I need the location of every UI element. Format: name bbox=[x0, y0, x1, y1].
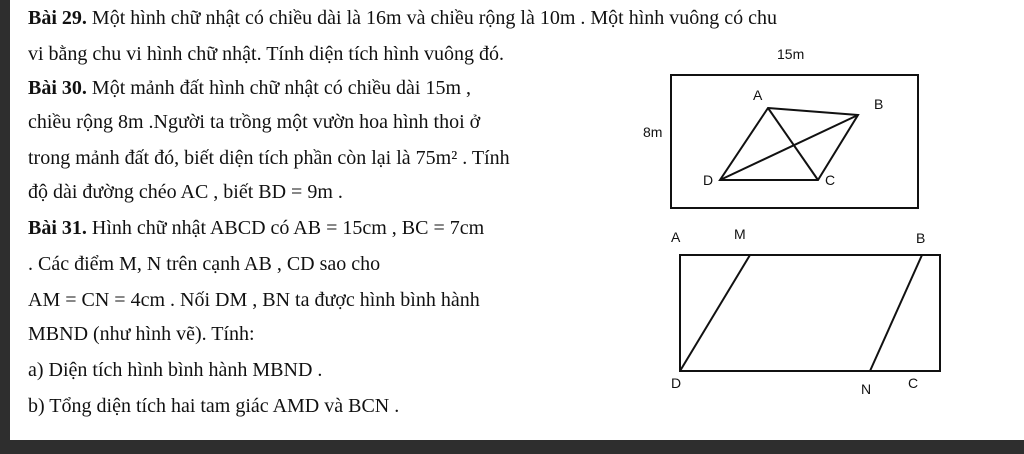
figure1-diagonal-ac bbox=[768, 108, 818, 180]
figure2-vertex-m: M bbox=[734, 226, 746, 242]
figure1-vertex-b: B bbox=[874, 96, 884, 112]
figure2-segment-bn bbox=[870, 255, 922, 371]
problem-30-text-1: Một mảnh đất hình chữ nhật có chiều dài 15m , bbox=[86, 77, 471, 99]
problem-31-text-1: Hình chữ nhật ABCD có AB = 15cm , BC = 7cm bbox=[86, 217, 485, 239]
figure2-vertex-a: A bbox=[671, 229, 681, 245]
problem-30-line-2: chiều rộng 8m .Người ta trồng một vườn hoa hình thoi ở bbox=[28, 111, 481, 133]
problem-29-text-1: Một hình chữ nhật có chiều dài là 16m và chiều rộng là 10m . Một hình vuông có chu bbox=[86, 7, 778, 29]
figure2-vertex-d: D bbox=[671, 375, 682, 391]
problem-30-label: Bài 30. bbox=[28, 77, 87, 99]
problem-30-line-3: trong mảnh đất đó, biết diện tích phần còn lại là 75m² . Tính bbox=[28, 147, 510, 169]
figure2-segment-dm bbox=[680, 255, 750, 371]
figure1-length-label: 15m bbox=[777, 46, 805, 62]
problem-31-line-2: . Các điểm M, N trên cạnh AB , CD sao cho bbox=[28, 253, 381, 275]
problem-31-label: Bài 31. bbox=[28, 217, 87, 239]
figure2-vertex-c: C bbox=[908, 375, 919, 391]
figure2-vertex-n: N bbox=[861, 381, 872, 397]
problem-31-part-b: b) Tổng diện tích hai tam giác AMD và BCN . bbox=[28, 395, 400, 417]
figure2-rectangle bbox=[680, 255, 940, 371]
figure1-vertex-a: A bbox=[753, 87, 763, 103]
problem-29-label: Bài 29. bbox=[28, 7, 87, 29]
figure2-vertex-b: B bbox=[916, 230, 926, 246]
problem-31-line-4: MBND (như hình vẽ). Tính: bbox=[28, 323, 255, 345]
figure1-vertex-d: D bbox=[703, 172, 714, 188]
problem-29-line-2: vi bằng chu vi hình chữ nhật. Tính diện tích hình vuông đó. bbox=[28, 43, 504, 65]
figure1-width-label: 8m bbox=[643, 124, 663, 140]
problem-30-line-4: độ dài đường chéo AC , biết BD = 9m . bbox=[28, 181, 343, 203]
problem-31-part-a: a) Diện tích hình bình hành MBND . bbox=[28, 359, 323, 381]
problem-31-line-3: AM = CN = 4cm . Nối DM , BN ta được hình bình hành bbox=[28, 289, 480, 311]
figure1-vertex-c: C bbox=[825, 172, 836, 188]
figure1-rectangle bbox=[671, 75, 918, 208]
